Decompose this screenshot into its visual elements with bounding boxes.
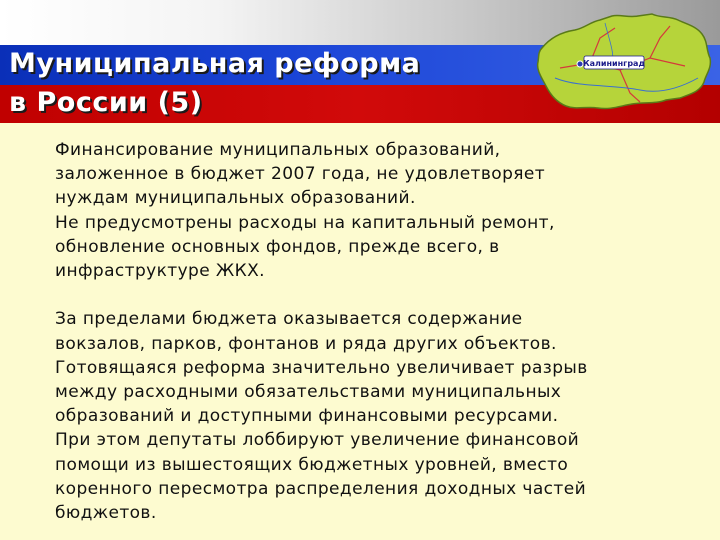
paragraph1-line: заложенное в бюджет 2007 года, не удовлетворяет (55, 164, 546, 185)
paragraph2-line: между расходными обязательствами муниципальных (55, 382, 562, 403)
paragraph1-line: обновление основных фондов, прежде всего, в (55, 236, 500, 257)
paragraph1-line: Финансирование муниципальных образований, (55, 140, 501, 160)
paragraph2-line: бюджетов. (55, 503, 157, 524)
city-label: Калининград (583, 59, 645, 68)
paragraph2-line: образований и доступными финансовыми ресурсами. (55, 406, 559, 427)
paragraph-spacer (55, 283, 675, 307)
paragraph1-line: нуждам муниципальных образований. (55, 188, 416, 209)
body-text (55, 138, 675, 525)
paragraph2-line: помощи из вышестоящих бюджетных уровней, вместо (55, 454, 569, 475)
paragraph1-line: инфраструктуре ЖКХ. (55, 261, 265, 282)
paragraph1-line: Не предусмотрены расходы на капитальный ремонт, (55, 212, 555, 233)
paragraph2-line: Готовящаяся реформа значительно увеличивает разрыв (55, 357, 588, 378)
paragraph2-line: При этом депутаты лоббируют увеличение финансовой (55, 430, 580, 451)
paragraph2-line: За пределами бюджета оказывается содержание (55, 309, 523, 330)
paragraph2-line: коренного пересмотра распределения доходных частей (55, 478, 587, 499)
kaliningrad-region-map (520, 8, 716, 118)
paragraph2-line: вокзалов, парков, фонтанов и ряда других объектов. (55, 333, 557, 354)
page-title-line1: Муниципальная реформа (9, 48, 421, 79)
page-title-line2: в России (5) (9, 87, 203, 118)
